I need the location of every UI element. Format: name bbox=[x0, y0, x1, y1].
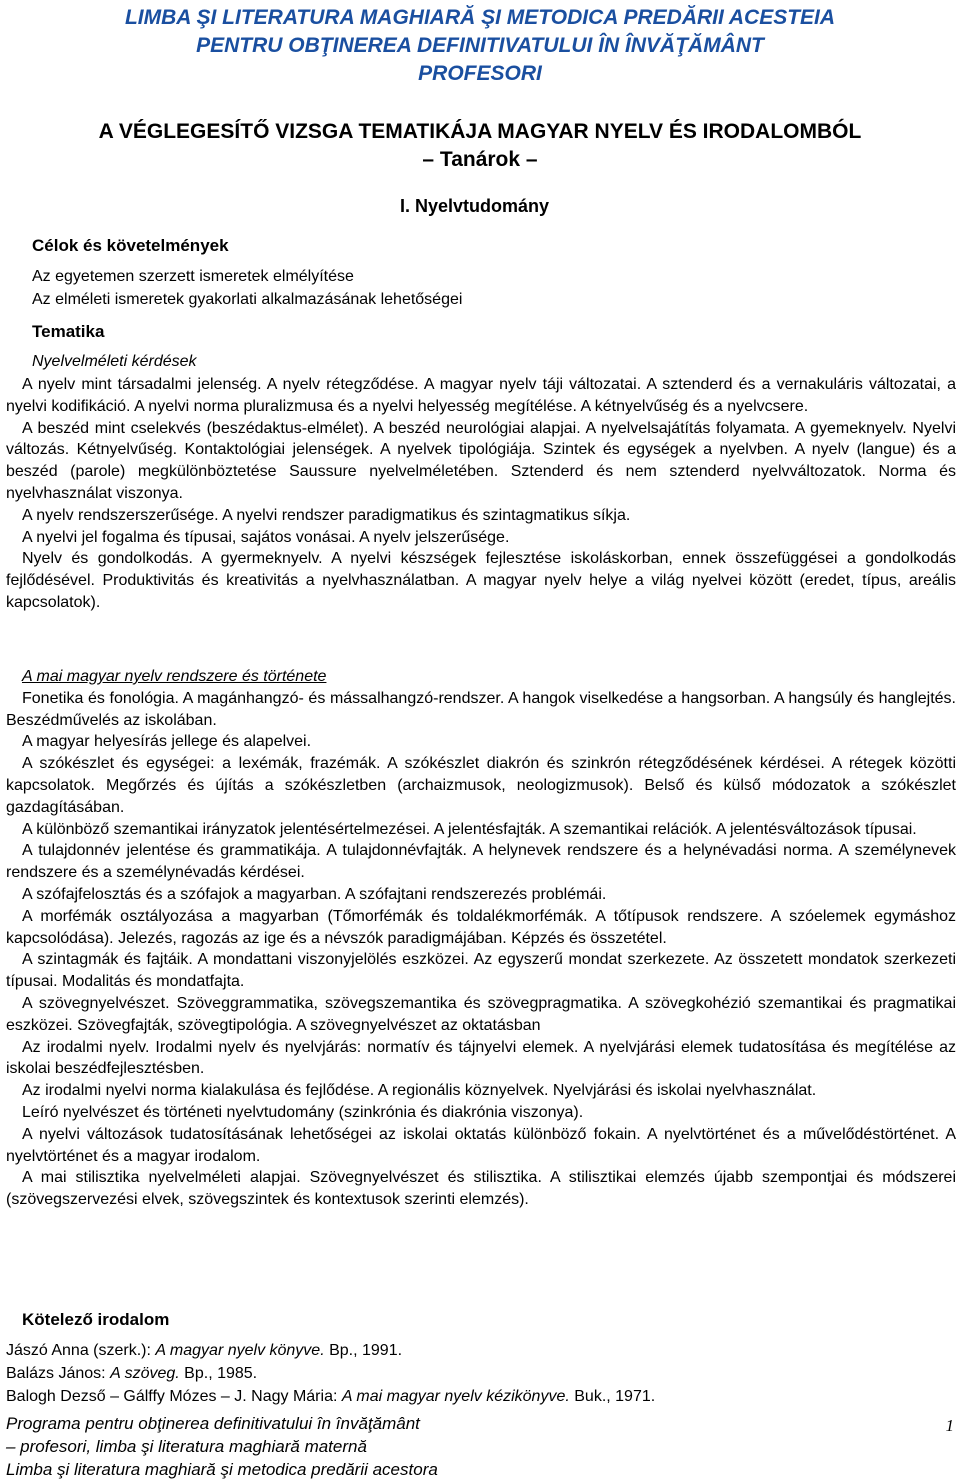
theory-paragraph: A nyelv rendszerszerűsége. A nyelvi rendszer paradigmatikus és szintagmatikus síkja. bbox=[22, 506, 631, 524]
exam-title-line-1: A VÉGLEGESÍTŐ VIZSGA TEMATIKÁJA MAGYAR NYELV ÉS IRODALOMBÓL bbox=[98, 120, 862, 143]
exam-title bbox=[0, 118, 960, 174]
theory-paragraph: Nyelv és gondolkodás. A gyermeknyelv. A nyelvi készségek fejlesztése iskoláskorban, ennek összefüggései a gondolkodás fejlődésével. Produktivitás és kreativitás a nyelvhasználatban. A magyar nyelv helye a világ nyelvei között (eredet, típus, areális kapcsolatok). bbox=[6, 550, 956, 611]
modern-paragraph: A szófajfelosztás és a szófajok a magyarban. A szófajtani rendszerezés problémái. bbox=[22, 885, 607, 903]
page-number: 1 bbox=[945, 1416, 954, 1435]
modern-paragraph: A nyelvi változások tudatosításának lehetőségei az iskolai oktatás különböző fokain. A nyelvtörténet és a művelődéstörténet. A nyelvtörténet és a magyar irodalom. bbox=[6, 1125, 956, 1165]
modern-paragraph: A magyar helyesírás jellege és alapelvei. bbox=[22, 733, 312, 751]
goal-item: Az egyetemen szerzett ismeretek elmélyítése bbox=[32, 268, 354, 285]
modern-heading: A mai magyar nyelv rendszere és története bbox=[22, 668, 327, 685]
tematika-heading: Tematika bbox=[32, 322, 105, 341]
theory-paragraph: A nyelv mint társadalmi jelenség. A nyelv rétegződése. A magyar nyelv táji változatai. A sztenderd és a vernakuláris változatai, a nyelvi kodifikáció. A nyelvi norma pluralizmusa és a nyelvi helyesség megítélése. A kétnyelvűség és a nyelvcsere. bbox=[6, 376, 956, 415]
modern-paragraph: A tulajdonnév jelentése és grammatikája. A tulajdonnévfajták. A helynevek rendszere és a helynévadási norma. A személynevek rendszere és a személynévadás kérdései. bbox=[6, 842, 956, 882]
theory-subheading: Nyelvelméleti kérdések bbox=[32, 353, 197, 370]
modern-paragraph: Az irodalmi nyelv. Irodalmi nyelv és nyelvjárás: normatív és tájnyelvi elemek. A nyelvjárási elemek tudatosítása és megítélése az iskolai beszédfejlesztésben. bbox=[6, 1038, 956, 1078]
literature-item: Jászó Anna (szerk.): A magyar nyelv könyve. Bp., 1991. bbox=[6, 1342, 403, 1359]
modern-paragraph: Leíró nyelvészet és történeti nyelvtudomány (szinkrónia és diakrónia viszonya). bbox=[22, 1103, 584, 1121]
header-line-1: LIMBA ŞI LITERATURA MAGHIARĂ ŞI METODICA PREDĂRII ACESTEIA bbox=[124, 6, 836, 29]
required-literature bbox=[6, 1308, 946, 1408]
footer-line-2: – profesori, limba şi literatura maghiară maternă bbox=[6, 1437, 367, 1456]
footer-line-1: Programa pentru obţinerea definitivatului în învăţământ bbox=[6, 1414, 420, 1433]
modern-paragraph: A szintagmák és fajtáik. A mondattani viszonyjelölés eszközei. Az egyszerű mondat szerkezete. Az összetett mondatok szerkezeti típusai. Modalitás és mondatfajta. bbox=[6, 951, 956, 991]
modern-paragraph: Fonetika és fonológia. A magánhangzó- és mássalhangzó-rendszer. A hangok viselkedése a hangsorban. A hangsúly és hanglejtés. Beszédművelés az iskolában. bbox=[6, 689, 956, 729]
section-title: I. Nyelvtudomány bbox=[400, 196, 550, 216]
theory-text bbox=[6, 374, 956, 614]
modern-paragraph: A mai stilisztika nyelvelméleti alapjai. Szövegnyelvészet és stilisztika. A stilisztikai elemzés újabb szempontjai és módszerei (szövegszervezési elvek, szövegszintek és kontextusok szerinti elemzés). bbox=[6, 1169, 956, 1209]
exam-title-line-2: – Tanárok – bbox=[422, 148, 538, 171]
theory-paragraph: A beszéd mint cselekvés (beszédaktus-elmélet). A beszéd neurológiai alapjai. A nyelvelsajátítás folyamata. A gyemeknyelv. Nyelvi változás. Kétnyelvűség. Kontaktológiai jelenségek. A nyelvek tipológiája. Szintek és egységek a nyelvben. A nyelv (langue) és a beszéd (parole) megkülönböztetése Saussure nyelvelméletében. Sztenderd és nem sztenderd nyelvváltozatok. Norma és nyelvhasználat viszonya. bbox=[6, 419, 956, 502]
modern-language-section bbox=[6, 666, 956, 1211]
header-line-2: PENTRU OBŢINEREA DEFINITIVATULUI ÎN ÎNVĂŢĂMÂNT bbox=[196, 34, 764, 57]
modern-paragraph: A szókészlet és egységei: a lexémák, frazémák. A szókészlet diakrón és szinkrón rétegződésének kérdései. A rétegek közötti kapcsolatok. Megőrzés és újítás a szókészletben (archaizmusok, neologizmusok). Belső és külső módozatok a szókészlet gazdagításában. bbox=[6, 755, 956, 816]
modern-paragraph: A szövegnyelvészet. Szöveggrammatika, szövegszemantika és szövegpragmatika. A szövegkohézió szemantikai és pragmatikai eszközei. Szövegfajták, szövegtipológia. A szövegnyelvészet az oktatásban bbox=[6, 994, 956, 1034]
goals-heading: Célok és követelmények bbox=[32, 236, 229, 255]
page-footer bbox=[6, 1412, 438, 1481]
modern-paragraph: Az irodalmi nyelvi norma kialakulása és fejlődése. A regionális köznyelvek. Nyelvjárási és iskolai nyelvhasználat. bbox=[22, 1082, 817, 1100]
header-line-3: PROFESORI bbox=[418, 62, 542, 85]
theory-paragraph: A nyelvi jel fogalma és típusai, sajátos vonásai. A nyelv jelszerűsége. bbox=[22, 528, 510, 546]
goal-item: Az elméleti ismeretek gyakorlati alkalmazásának lehetőségei bbox=[32, 291, 463, 308]
footer-line-3: Limba şi literatura maghiară şi metodica predării acestora bbox=[6, 1460, 438, 1479]
document-header bbox=[0, 4, 960, 88]
literature-item: Balogh Dezső – Gálffy Mózes – J. Nagy Mária: A mai magyar nyelv kézikönyve. Buk., 1971. bbox=[6, 1388, 656, 1405]
modern-paragraph: A morfémák osztályozása a magyarban (Tőmorfémák és toldalékmorfémák. A tőtípusok rendszere. A szóelemek egymáshoz kapcsolódása). Jelezés, ragozás az ige és a névszók paradigmájában. Képzés és összetétel. bbox=[6, 907, 956, 947]
literature-heading: Kötelező irodalom bbox=[22, 1310, 170, 1329]
modern-paragraph: A különböző szemantikai irányzatok jelentésértelmezései. A jelentésfajták. A szemantikai relációk. A jelentésváltozások típusai. bbox=[22, 820, 917, 838]
goals-section bbox=[32, 234, 932, 373]
literature-item: Balázs János: A szöveg. Bp., 1985. bbox=[6, 1365, 258, 1382]
